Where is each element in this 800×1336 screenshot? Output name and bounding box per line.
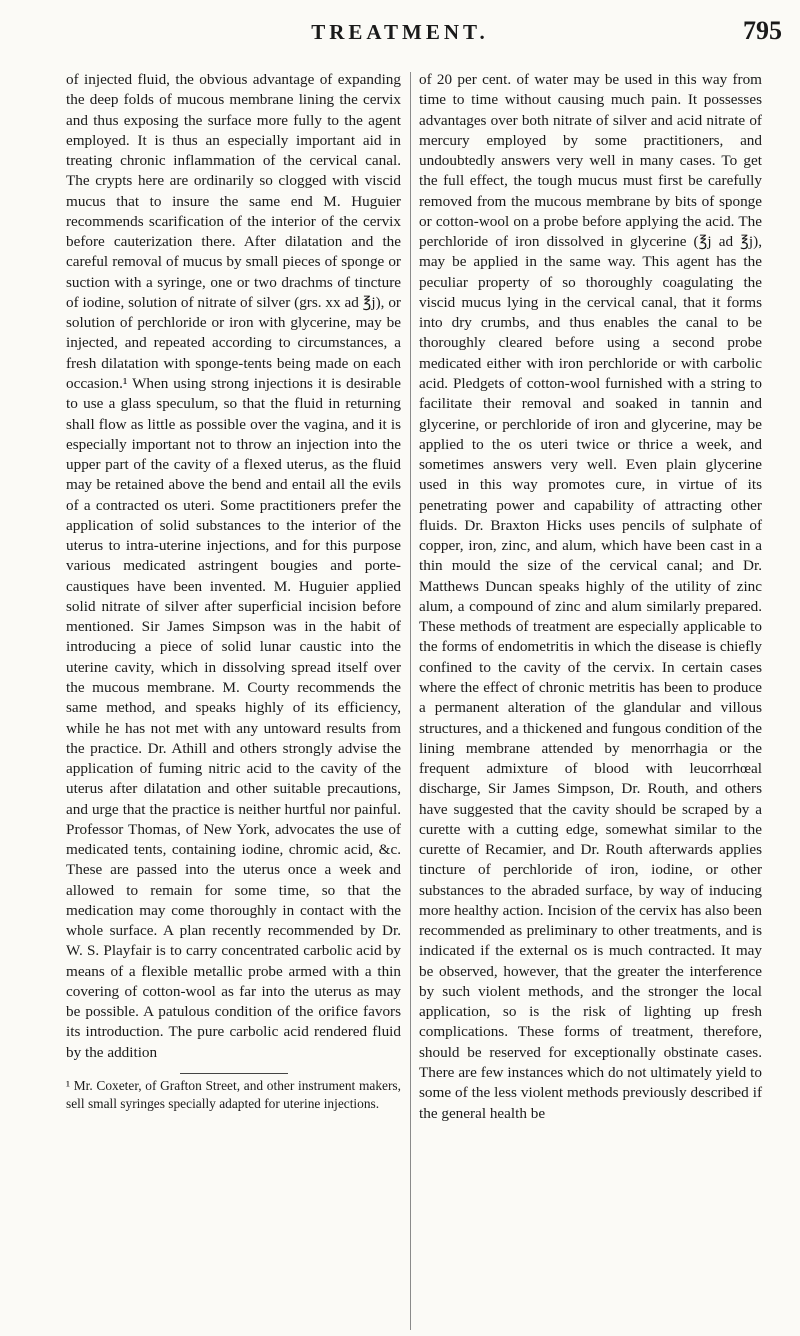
column-divider <box>410 72 411 1330</box>
body-text-left: of injected fluid, the obvious advantage of expanding the deep folds of mucous membrane lining the cervix and thus exposing the surface more fully to the agent employed. It is thus an especially important aid in treating chronic inflammation of the cervical canal. The crypts here are ordinarily so clogged with viscid mucus that to insure the same end M. Huguier recommends scarification of the interior of the cervix before cauterization there. After dilatation and the careful removal of mucus by small pieces of sponge or suction with a syringe, one or two drachms of tincture of iodine, solution of nitrate of silver (grs. xx ad ℥j), or solution of perchloride or iron with glycerine, may be injected, and repeated according to circumstances, a fresh dilatation with sponge-tents being made on each occasion.¹ When using strong injections it is desirable to use a glass speculum, so that the fluid in returning shall flow as little as possible over the vagina, and it is especially important not to throw an injection into the upper part of the cavity of a flexed uterus, as the fluid may be retained above the bend and entail all the evils of a contracted os uteri. Some practitioners prefer the application of solid substances to the interior of the uterus to intra-uterine injections, and for this purpose various medicated astringent bougies and porte-caustiques have been invented. M. Huguier applied solid nitrate of silver after superficial incision before mentioned. Sir James Simpson was in the habit of introducing a piece of solid lunar caustic into the uterine cavity, which in dissolving spread itself over the mucous membrane. M. Courty recommends the same method, and speaks highly of its efficiency, while he has not met with any untoward results from the practice. Dr. Athill and others strongly advise the application of fuming nitric acid to the cavity of the uterus after dilatation and other suitable precautions, and urge that the practice is neither hurtful nor painful. Professor Thomas, of New York, advocates the use of medicated tents, containing iodine, chromic acid, &c. These are passed into the uterus once a week and allowed to remain for some time, so that the medication may come thoroughly in contact with the whole surface. A plan recently recommended by Dr. W. S. Playfair is to carry concentrated carbolic acid by means of a flexible metallic probe armed with a thin covering of cotton-wool as far into the uterus as may be possible. A patulous condition of the orifice favors its introduction. The pure carbolic acid rendered fluid by the addition <box>66 71 401 1061</box>
running-title: TREATMENT. <box>311 20 489 44</box>
left-column <box>66 70 401 1112</box>
page-number: 795 <box>743 16 782 45</box>
right-column <box>419 70 762 1124</box>
body-text-right: of 20 per cent. of water may be used in this way from time to time without causing much pain. It possesses advantages over both nitrate of silver and acid nitrate of mercury employed by some practitioners, and undoubtedly answers very well in many cases. To get the full effect, the tough mucus must first be carefully removed from the mucous membrane by bits of sponge or cotton-wool on a probe before applying the acid. The perchloride of iron dissolved in glycerine (℥j ad ℥j), may be applied in the same way. This agent has the peculiar property of so thoroughly coagulating the viscid mucus lying in the cervical canal, that it forms into dry crumbs, and thus enables the canal to be thoroughly cleared before using a second probe medicated either with iron perchloride or with carbolic acid. Pledgets of cotton-wool furnished with a string to facilitate their removal and soaked in tannin and glycerine, or perchloride of iron and glycerine, may be applied to the os uteri twice or thrice a week, and sometimes answers very well. Even plain glycerine used in this way promotes cure, in virtue of its penetrating power and capability of attracting other fluids. Dr. Braxton Hicks uses pencils of sulphate of copper, iron, zinc, and alum, which have been cast in a thin mould the size of the cervical canal; and Dr. Matthews Duncan speaks highly of the utility of zinc alum, a compound of zinc and alum similarly prepared. These methods of treatment are especially applicable to the forms of endometritis in which the disease is chiefly confined to the cavity of the cervix. In certain cases where the effect of chronic metritis has been to produce a permanent alteration of the glandular and villous structures, and a thickened and fungous condition of the lining membrane attended by menorrhagia or the frequent admixture of blood with leucorrhœal discharge, Sir James Simpson, Dr. Routh, and others have suggested that the cavity should be scraped by a curette with a cutting edge, somewhat similar to the curette of Recamier, and Dr. Routh afterwards applies tincture of perchloride of iron, iodine, or other substances to the abraded surface, by way of inducing more healthy action. Incision of the cervix has also been recommended as preliminary to other treatments, and is indicated if the external os is much contracted. It may be observed, however, that the greater the interference by such violent methods, and the stronger the local application, so is the risk of lighting up fresh complications. These forms of treatment, therefore, should be reserved for exceptionally obstinate cases. There are few instances which do not ultimately yield to some of the less violent methods previously described if the general health be <box>419 71 762 1122</box>
footnote-rule <box>180 1073 288 1074</box>
footnote: ¹ Mr. Coxeter, of Grafton Street, and other instrument makers, sell small syringes specially adapted for uterine injections. <box>66 1078 401 1111</box>
running-head <box>0 16 800 56</box>
